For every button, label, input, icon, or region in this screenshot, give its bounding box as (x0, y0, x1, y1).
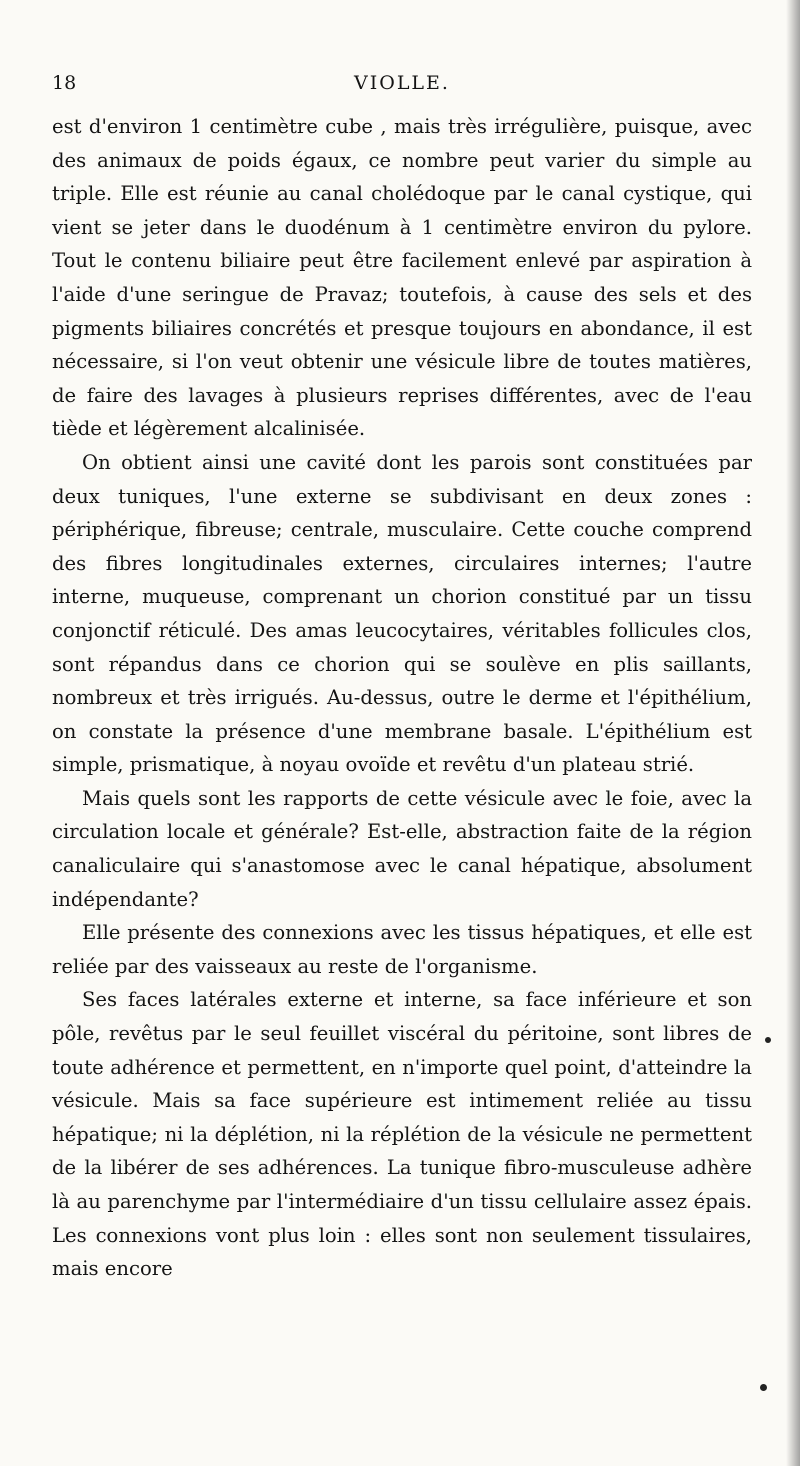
running-head: VIOLLE. (354, 72, 450, 94)
paragraph-3: Mais quels sont les rapports de cette vésicule avec le foie, avec la circulation locale et générale? Est-elle, abstraction faite de la région canaliculaire qui s'anastomose avec le canal hépatique, absolument indépendante? (52, 786, 752, 911)
page-header (52, 72, 752, 102)
paragraph-5: Ses faces latérales externe et interne, sa face inférieure et son pôle, revêtus par le seul feuillet viscéral du péritoine, sont libres de toute adhérence et permettent, en n'importe quel point, d'atteindre la vésicule. Mais sa face supérieure est intimement reliée au tissu hépatique; ni la déplétion, ni la réplétion de la vésicule ne permettent de la libérer de ses adhérences. La tunique fibro-musculeuse adhère là au parenchyme par l'intermédiaire d'un tissu cellulaire assez épais. Les connexions vont plus loin : elles sont non seulement tissulaires, mais encore (52, 988, 752, 1281)
book-page (52, 72, 752, 1286)
paragraph-1: est d'environ 1 centimètre cube , mais très irrégulière, puisque, avec des animaux de poids égaux, ce nombre peut varier du simple au triple. Elle est réunie au canal cholédoque par le canal cystique, qui vient se jeter dans le duodénum à 1 centimètre environ du pylore. Tout le contenu biliaire peut être facilement enlevé par aspiration à l'aide d'une seringue de Pravaz; toutefois, à cause des sels et des pigments biliaires concrétés et presque toujours en abondance, il est nécessaire, si l'on veut obtenir une vésicule libre de toutes matières, de faire des lavages à plusieurs reprises différentes, avec de l'eau tiède et légèrement alcalinisée. (52, 115, 752, 441)
page-edge-shadow (786, 0, 800, 1466)
paragraph-4: Elle présente des connexions avec les tissus hépatiques, et elle est reliée par des vaisseaux au reste de l'organisme. (52, 921, 752, 978)
ink-speck (760, 1384, 767, 1391)
page-number: 18 (52, 72, 77, 94)
paragraph-2: On obtient ainsi une cavité dont les parois sont constituées par deux tuniques, l'une externe se subdivisant en deux zones : périphérique, fibreuse; centrale, musculaire. Cette couche comprend des fibres longitudinales externes, circulaires internes; l'autre interne, muqueuse, comprenant un chorion constitué par un tissu conjonctif réticulé. Des amas leucocytaires, véritables follicules clos, sont répandus dans ce chorion qui se soulève en plis saillants, nombreux et très irrigués. Au-dessus, outre le derme et l'épithélium, on constate la présence d'une membrane basale. L'épithélium est simple, prismatique, à noyau ovoïde et revêtu d'un plateau strié. (52, 450, 752, 777)
ink-speck (765, 1037, 771, 1043)
